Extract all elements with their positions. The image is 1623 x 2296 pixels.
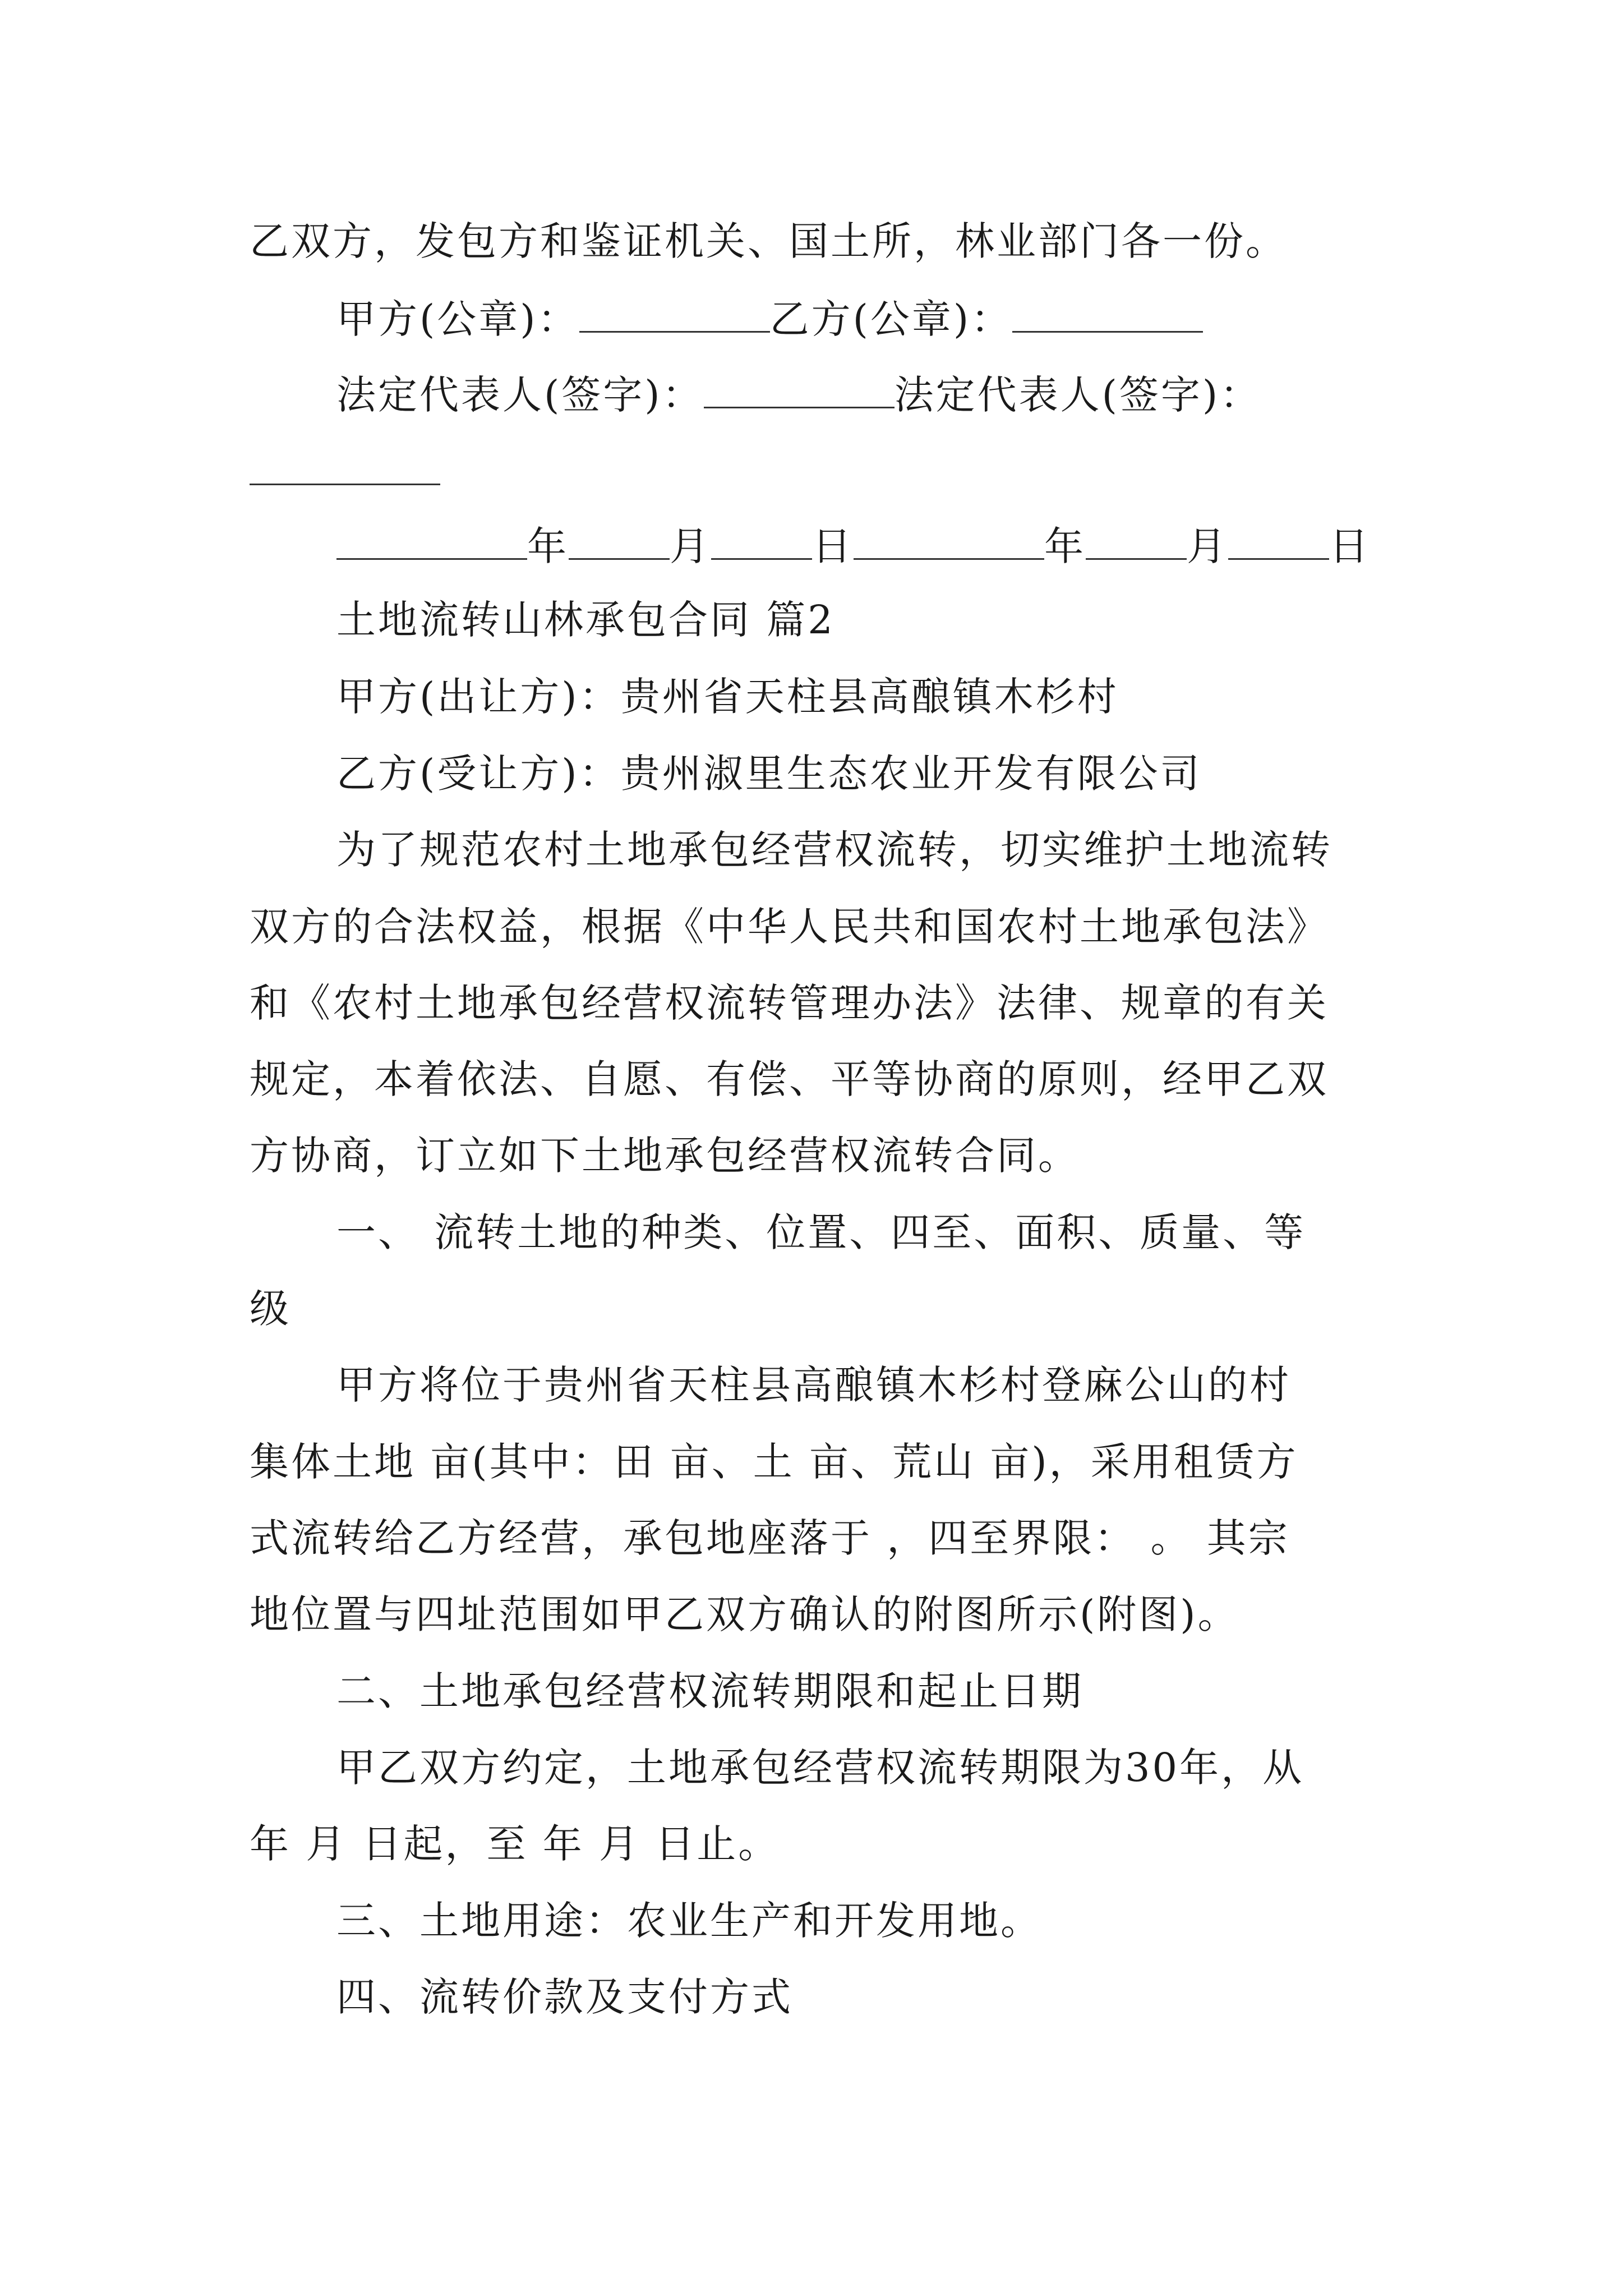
text-line: 乙双方，发包方和鉴证机关、国土所，林业部门各一份。 (250, 218, 1287, 264)
section-title: 土地流转山林承包合同 篇2 (336, 597, 835, 643)
paragraph-line: 方协商，订立如下土地承包经营权流转合同。 (250, 1133, 1080, 1179)
date-blank (854, 524, 1044, 560)
date-day-label: 日 (1329, 523, 1371, 569)
party-a-seal-blank (579, 297, 770, 333)
party-b-seal-blank (1012, 297, 1203, 333)
party-a-seal-label: 甲方(公章)： (336, 296, 579, 342)
date-blank (711, 524, 812, 560)
date-day-label: 日 (812, 523, 854, 569)
signature-line-rep (336, 372, 1262, 418)
date-blank (1228, 524, 1329, 560)
paragraph-line: 为了规范农村土地承包经营权流转，切实维护土地流转 (336, 827, 1332, 873)
section-heading: 级 (250, 1286, 291, 1332)
date-month-label: 月 (670, 523, 711, 569)
party-a-rep-blank (704, 373, 895, 408)
party-b-line: 乙方(受让方)：贵州淑里生态农业开发有限公司 (336, 751, 1202, 797)
section-heading: 四、流转价款及支付方式 (336, 1974, 793, 2020)
signature-line-seal (336, 296, 1203, 342)
party-a-rep-label: 法定代表人(签字)： (336, 372, 704, 418)
date-line (336, 523, 1371, 569)
section-heading: 三、土地用途：农业生产和开发用地。 (336, 1898, 1042, 1944)
date-year-label: 年 (527, 523, 569, 569)
party-b-rep-label: 法定代表人(签字)： (894, 372, 1262, 418)
paragraph-line: 和《农村土地承包经营权流转管理办法》法律、规章的有关 (250, 980, 1329, 1026)
party-b-rep-blank (250, 484, 440, 485)
date-blank (1086, 524, 1187, 560)
section-heading: 二、土地承包经营权流转期限和起止日期 (336, 1668, 1083, 1714)
paragraph-line: 年 月 日起，至 年 月 日止。 (250, 1821, 780, 1867)
paragraph-line: 集体土地 亩(其中：田 亩、土 亩、荒山 亩)，采用租赁方 (250, 1439, 1298, 1485)
date-blank (569, 524, 670, 560)
paragraph-line: 规定，本着依法、自愿、有偿、平等协商的原则，经甲乙双 (250, 1056, 1329, 1102)
paragraph-line: 式流转给乙方经营，承包地座落于 ，四至界限： 。 其宗 (250, 1515, 1290, 1561)
section-heading: 一、 流转土地的种类、位置、四至、面积、质量、等 (336, 1209, 1306, 1255)
paragraph-line: 双方的合法权益，根据《中华人民共和国农村土地承包法》 (250, 904, 1329, 950)
party-a-line: 甲方(出让方)：贵州省天柱县高酿镇木杉村 (336, 674, 1119, 720)
date-year-label: 年 (1044, 523, 1086, 569)
paragraph-line: 甲乙双方约定，土地承包经营权流转期限为30年，从 (336, 1745, 1304, 1791)
party-b-seal-label: 乙方(公章)： (769, 296, 1013, 342)
date-month-label: 月 (1187, 523, 1228, 569)
paragraph-line: 地位置与四址范围如甲乙双方确认的附图所示(附图)。 (250, 1591, 1239, 1637)
date-blank (336, 524, 527, 560)
paragraph-line: 甲方将位于贵州省天柱县高酿镇木杉村登麻公山的村 (336, 1362, 1291, 1408)
